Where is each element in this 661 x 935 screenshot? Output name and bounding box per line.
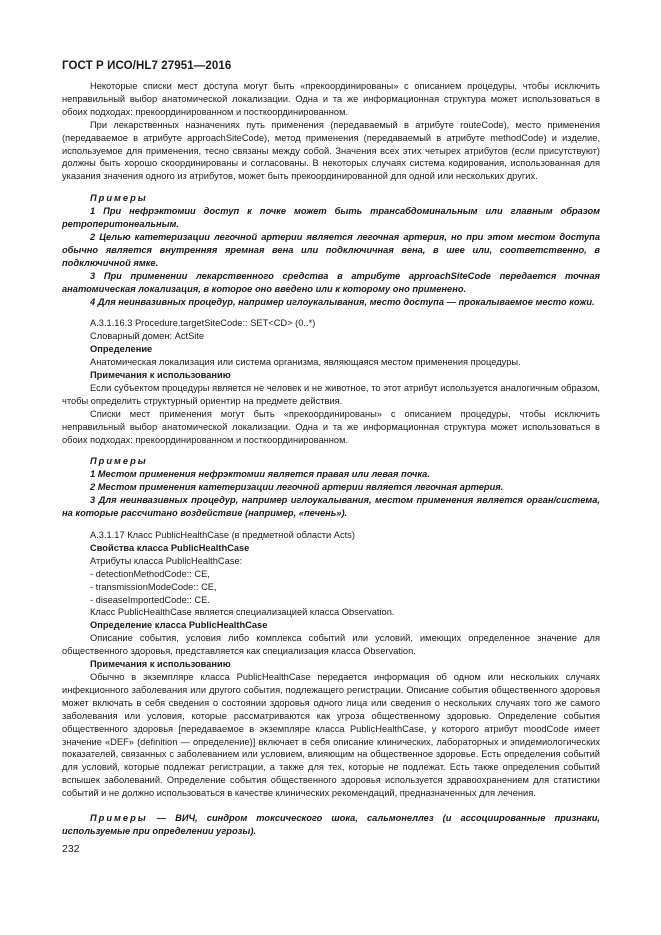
attribute-item: - detectionMethodCode:: CE, bbox=[90, 568, 210, 579]
paragraph: Атрибуты класса PublicHealthCase: bbox=[90, 555, 243, 566]
paragraph: Некоторые списки мест доступа могут быть «прекоординированы» с описанием процедуры, чтобы исключить неправильный выбор анатомической локализации. Одна и та же информационная структура может использоваться в обоих подходах: прекоординированном и посткоординированном. bbox=[62, 81, 600, 117]
example-text: — ВИЧ, синдром токсического шока, сальмонеллез (и ассоциированные признаки, используемые при определении угрозы). bbox=[62, 813, 600, 836]
examples-heading: Примеры bbox=[90, 456, 148, 467]
class-definition-heading: Определение класса PublicHealthCase bbox=[90, 620, 268, 631]
section-number: A.3.1.17 Класс PublicHealthCase (в предметной области Acts) bbox=[90, 530, 355, 540]
paragraph: При лекарственных назначениях путь применения (передаваемый в атрибуте routeCode), место применения (передаваемое в атрибуте approachSiteCode), метод применения (передаваемый в атрибуте methodCode) и изделие, используемое для применения, тесно связаны между собой. Значения всех этих четырех атрибутов (если присутствуют) должны быть хорошо скоординированы и согласованы. В некоторых случаях система кодирования, использованная для указания значения одного из атрибутов, может быть прекоординированной для одной или нескольких других. bbox=[62, 119, 600, 182]
example-item: 1 При нефрэктомии доступ к почке может быть трансабдоминальным или главным образом ретроперитонеальным. bbox=[62, 206, 600, 230]
example-item: 3 Для неинвазивных процедур, например иглоукалывания, местом применения является орган/система, на которые рассчитано воздействие (например, «печень»). bbox=[62, 495, 600, 519]
page-number: 232 bbox=[62, 843, 80, 855]
paragraph: Если субъектом процедуры является не человек и не животное, то этот атрибут используется аналогичным образом, чтобы определить структурный ориентир на предмете действия. bbox=[62, 382, 600, 406]
document-body bbox=[62, 80, 600, 838]
paragraph: Класс PublicHealthCase является специализацией класса Observation. bbox=[90, 607, 395, 618]
attribute-item: - transmissionModeCode:: CE, bbox=[90, 581, 217, 592]
paragraph: Обычно в экземпляре класса PublicHealthCase передается информация об одном или нескольких случаях инфекционного заболевания или другого события, подлежащего регистрации. Описание события общественного здоровья может включать в себя сведения о состоянии здоровья одного лица или сведения о нескольких случаях того же самого заболевания или условия, которые рассматриваются как угроза общественному здоровью. Определение события общественного здоровья [передаваемое в экземпляре класса PublicHealthCase, у которого атрибут moodCode имеет значение «DEF» (definition — определение)] включает в себя описание клинических, лабораторных и эпидемиологических показателей, связанных с заболеванием или условием, влияющим на общественное здоровье. Есть определения событий для условий, которые подлежат регистрации, а также для тех, которые не подлежат. Есть также определения событий вспышек заболеваний. Определение события общественного здоровья используется здравоохранением для статистики событий и не должно использоваться в качестве клинических рекомендаций, предназначенных для лечения. bbox=[62, 671, 600, 799]
examples-label: Примеры bbox=[90, 813, 148, 824]
definition-heading: Определение bbox=[90, 344, 153, 355]
example-item: 2 Местом применения катетеризации легочной артерии является легочная артерия. bbox=[90, 482, 504, 493]
paragraph: Списки мест применения могут быть «прекоординированы» с описанием процедуры, чтобы исключить неправильный выбор анатомической локализации. Одна и та же информационная структура может использоваться в обоих подходах: прекоординированном и посткоординированном. bbox=[62, 408, 600, 445]
section-number: A.3.1.16.3 Procedure.targetSiteCode:: SET<CD> (0..*) bbox=[90, 318, 316, 329]
attribute-item: - diseaseImportedCode:: CE. bbox=[90, 594, 210, 605]
example-item bbox=[62, 812, 600, 838]
document-header: ГОСТ Р ИСО/HL7 27951—2016 bbox=[62, 60, 232, 72]
example-item: 2 Целью катетеризации легочной артерии является легочная артерия, но при этом местом доступа обычно является внутренняя яремная вена или подключичная вена, в шее или, соответственно, в подключичной ямке. bbox=[62, 231, 600, 268]
examples-heading: Примеры bbox=[90, 193, 148, 204]
example-item: 1 Местом применения нефрэктомии является правая или левая почка. bbox=[90, 469, 430, 480]
vocabulary-domain: Словарный домен: ActSite bbox=[90, 331, 205, 342]
class-properties-heading: Свойства класса PublicHealthCase bbox=[90, 542, 250, 553]
example-item: 3 При применении лекарственного средства в атрибуте approachSiteCode передается точная анатомическая локализация, в которое оно введено или к которому оно применено. bbox=[62, 270, 600, 294]
paragraph: Описание события, условия либо комплекса событий или условий, имеющих определенное значение для общественного здоровья, представляется как специализация класса Observation. bbox=[62, 633, 600, 657]
usage-notes-heading: Примечания к использованию bbox=[90, 370, 231, 381]
example-item: 4 Для неинвазивных процедур, например иглоукалывания, место доступа — прокалываемое место кожи. bbox=[90, 296, 595, 307]
paragraph: Анатомическая локализация или система организма, являющаяся местом применения процедуры. bbox=[90, 357, 521, 368]
usage-notes-heading: Примечания к использованию bbox=[90, 659, 231, 670]
